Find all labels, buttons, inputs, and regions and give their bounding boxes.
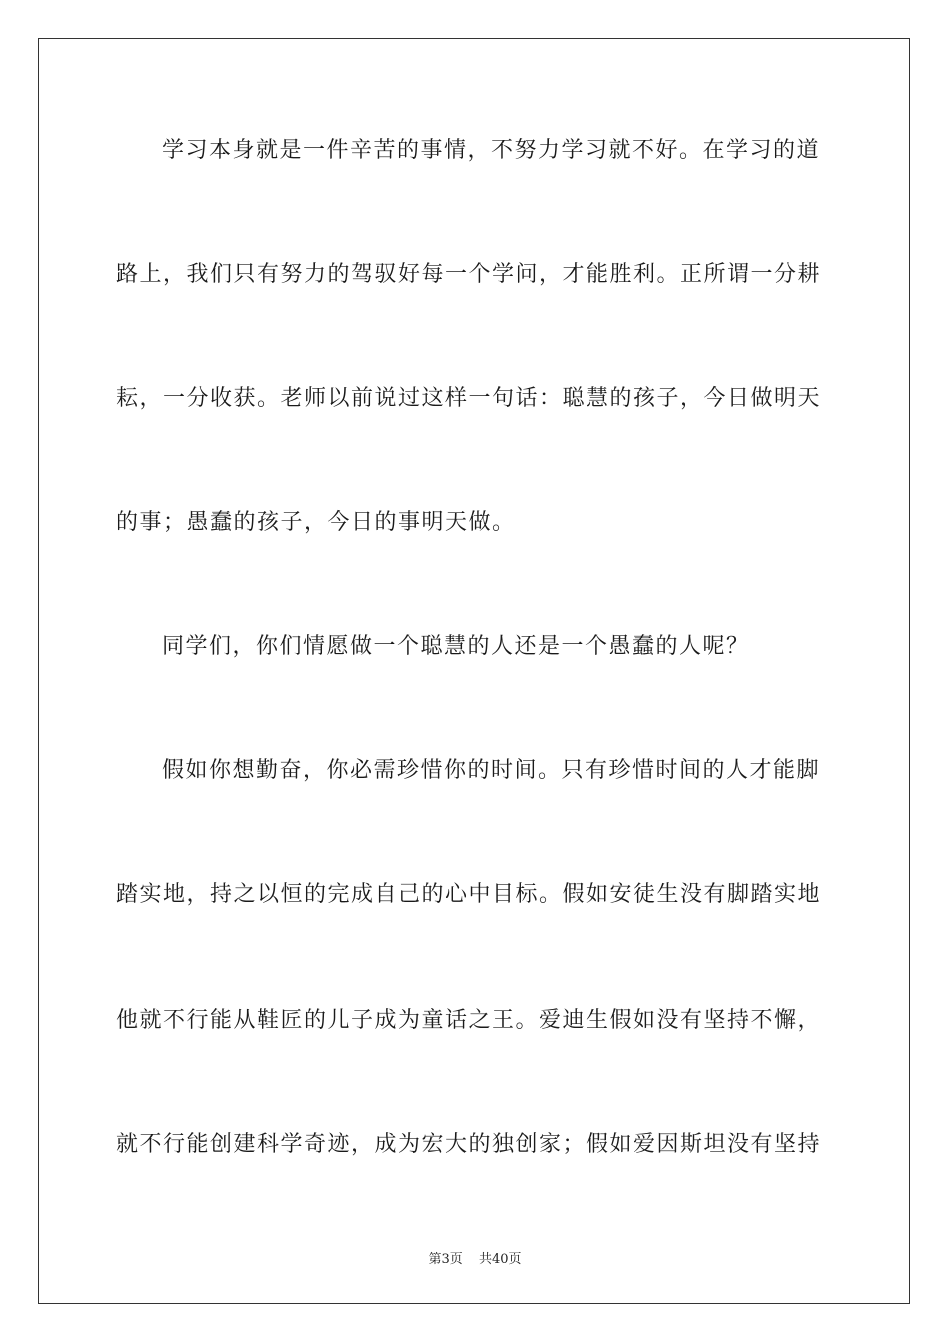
paragraph-line: 路上，我们只有努力的驾驭好每一个学问，才能胜利。正所谓一分耕 [116, 262, 822, 287]
paragraph-line: 假如你想勤奋，你必需珍惜你的时间。只有珍惜时间的人才能脚 [162, 758, 821, 783]
paragraph-line: 学习本身就是一件辛苦的事情，不努力学习就不好。在学习的道 [162, 138, 821, 163]
page-footer [0, 1248, 950, 1267]
paragraph-line: 的事；愚蠢的孩子，今日的事明天做。 [116, 510, 516, 535]
page-total: 共40页 [478, 1252, 522, 1267]
paragraph-line: 踏实地，持之以恒的完成自己的心中目标。假如安徒生没有脚踏实地 [116, 882, 822, 907]
paragraph-line: 同学们，你们情愿做一个聪慧的人还是一个愚蠢的人呢？ [162, 634, 750, 659]
paragraph-line: 就不行能创建科学奇迹，成为宏大的独创家；假如爱因斯坦没有坚持 [116, 1132, 822, 1157]
page-number: 第3页 [428, 1252, 463, 1267]
page-border [38, 38, 910, 1304]
paragraph-line: 耘，一分收获。老师以前说过这样一句话：聪慧的孩子，今日做明天 [116, 386, 822, 411]
paragraph-line: 他就不行能从鞋匠的儿子成为童话之王。爱迪生假如没有坚持不懈， [116, 1008, 822, 1033]
